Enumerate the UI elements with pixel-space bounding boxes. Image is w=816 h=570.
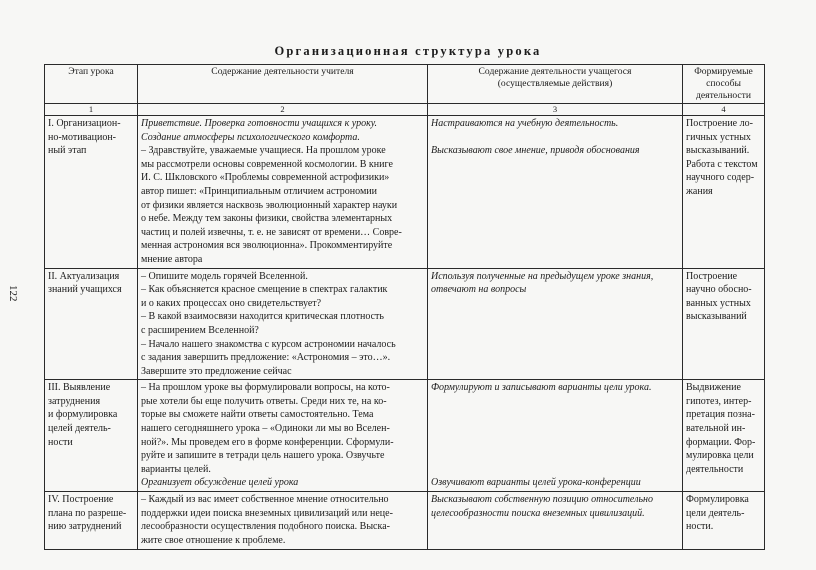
skills-line: Формулировка xyxy=(686,494,749,506)
skills-line: жания xyxy=(686,185,713,197)
student-line: Формулируют и записывают варианты цели урока. xyxy=(431,382,652,394)
teacher-line: ной?». Мы проведем его в форме конференции. Сформули- xyxy=(141,436,394,448)
skills-line: Выдвижение xyxy=(686,382,741,394)
teacher-line: о небе. Между тем законы физики, свойства элементарных xyxy=(141,213,393,225)
student-cell xyxy=(428,380,683,492)
skills-line: гичных устных xyxy=(686,131,751,143)
skills-line: научно обосно- xyxy=(686,284,752,296)
skills-line: гипотез, интер- xyxy=(686,395,752,407)
stage-line: I. Организацион- xyxy=(48,118,121,129)
teacher-line: – Каждый из вас имеет собственное мнение относительно xyxy=(141,494,389,506)
stage-line: нию затруднений xyxy=(48,521,122,533)
student-line xyxy=(431,131,679,145)
teacher-line: с расширением Вселенной? xyxy=(141,324,259,336)
table-row xyxy=(45,268,765,380)
page-title: Организационная структура урока xyxy=(274,44,542,58)
student-cell xyxy=(428,268,683,380)
student-line: Высказывают собственную позицию относительно xyxy=(431,494,653,506)
stage-line: II. Актуализация xyxy=(48,270,120,282)
skills-cell xyxy=(683,380,765,492)
skills-line: Работа с текстом xyxy=(686,158,758,170)
stage-line: ности xyxy=(48,436,73,448)
teacher-line: варианты целей. xyxy=(141,463,211,475)
column-number: 3 xyxy=(428,104,683,116)
teacher-line: – Здравствуйте, уважаемые учащиеся. На прошлом уроке xyxy=(141,145,386,157)
skills-line: научного содер- xyxy=(686,172,755,184)
student-cell xyxy=(428,116,683,269)
skills-line: ности. xyxy=(686,521,714,533)
skills-line: ванных устных xyxy=(686,297,751,309)
teacher-line: Завершите это предложение сейчас xyxy=(141,365,292,377)
skills-line: цели деятель- xyxy=(686,507,745,519)
stage-line: и формулировка xyxy=(48,409,118,421)
header-skills-line: деятельности xyxy=(696,90,751,101)
header-student-line: Содержание деятельности учащегося xyxy=(478,66,632,77)
stage-line: знаний учащихся xyxy=(48,284,122,296)
teacher-line: торые вы сможете найти ответы самостоятельно. Тема xyxy=(141,409,374,421)
teacher-cell xyxy=(138,268,428,380)
teacher-line: И. С. Шкловского «Проблемы современной астрофизики» xyxy=(141,172,390,184)
skills-line: мулировка цели xyxy=(686,450,754,462)
teacher-line: рые хотели бы еще получить ответы. Среди них те, на ко- xyxy=(141,395,387,407)
teacher-line: жите свое отношение к проблеме. xyxy=(141,534,286,546)
student-cell xyxy=(428,492,683,550)
teacher-line: менная астрономия вся эволюционна». Прокомментируйте xyxy=(141,240,393,252)
stage-line: IV. Построение xyxy=(48,494,114,506)
student-line: Настраиваются на учебную деятельность. xyxy=(431,118,619,129)
header-skills xyxy=(683,65,765,104)
stage-line: затруднения xyxy=(48,395,101,407)
table-row xyxy=(45,492,765,550)
column-number: 2 xyxy=(138,104,428,116)
stage-line: плана по разреше- xyxy=(48,507,127,519)
column-number: 4 xyxy=(683,104,765,116)
header-skills-line: способы xyxy=(706,78,741,89)
teacher-line: лесообразности осуществления подобного поиска. Выска- xyxy=(141,521,390,533)
skills-line: высказываний. xyxy=(686,145,750,157)
teacher-line: мы рассмотрели основы современной космологии. В книге xyxy=(141,158,393,170)
skills-line: высказываний xyxy=(686,311,747,323)
teacher-line: – В какой взаимосвязи находится критическая плотность xyxy=(141,311,384,323)
table-row xyxy=(45,380,765,492)
stage-cell xyxy=(45,116,138,269)
teacher-line: руйте и запишите в тетради цель нашего урока. Озвучьте xyxy=(141,450,385,462)
column-number-row xyxy=(45,104,765,116)
teacher-italic-line: Создание атмосферы психологического комфорта. xyxy=(141,131,360,143)
teacher-italic-line: Приветствие. Проверка готовности учащихся к уроку. xyxy=(141,118,378,129)
lesson-structure-table xyxy=(44,64,765,550)
header-student-line: (осуществляемые действия) xyxy=(497,78,613,89)
stage-line: ный этап xyxy=(48,145,87,157)
student-line: Высказывают свое мнение, приводя обоснования xyxy=(431,145,640,157)
stage-line: целей деятель- xyxy=(48,423,111,435)
teacher-line: – Начало нашего знакомства с курсом астрономии началось xyxy=(141,338,396,350)
student-line: Используя полученные на предыдущем уроке знания, xyxy=(431,270,654,282)
stage-cell xyxy=(45,268,138,380)
teacher-line: поддержки идеи поиска внеземных цивилизаций или неце- xyxy=(141,507,393,519)
teacher-line: нашего сегодняшнего урока – «Одиноки ли мы во Вселен- xyxy=(141,423,390,435)
skills-line: вательной ин- xyxy=(686,423,746,435)
stage-line: но-мотивацион- xyxy=(48,131,117,143)
teacher-cell xyxy=(138,380,428,492)
skills-cell xyxy=(683,492,765,550)
teacher-line: частиц и полей извечны, т. е. не зависят от времени… Совре- xyxy=(141,226,402,238)
skills-line: претация позна- xyxy=(686,409,755,421)
skills-cell xyxy=(683,116,765,269)
teacher-line: – На прошлом уроке вы формулировали вопросы, на кото- xyxy=(141,382,390,394)
table-row xyxy=(45,116,765,269)
skills-line: Построение ло- xyxy=(686,118,753,129)
column-number: 1 xyxy=(45,104,138,116)
stage-cell xyxy=(45,492,138,550)
teacher-line: – Как объясняется красное смещение в спектрах галактик xyxy=(141,284,388,296)
stage-line: III. Выявление xyxy=(48,382,111,394)
header-teacher: Содержание деятельности учителя xyxy=(138,65,428,104)
skills-line: Построение xyxy=(686,270,738,282)
teacher-italic-line: Организует обсуждение целей урока xyxy=(141,477,299,489)
teacher-line: – Опишите модель горячей Вселенной. xyxy=(141,270,308,282)
teacher-line: от физики является насквозь эволюционный характер науки xyxy=(141,199,398,211)
student-line: отвечают на вопросы xyxy=(431,284,527,296)
header-student xyxy=(428,65,683,104)
skills-cell xyxy=(683,268,765,380)
page-number: 122 xyxy=(7,285,19,302)
teacher-line: с задания завершить предложение: «Астрономия – это…». xyxy=(141,352,391,364)
teacher-line: и о каких процессах оно свидетельствует? xyxy=(141,297,322,309)
student-line: целесообразности поиска внеземных цивилизаций. xyxy=(431,507,645,519)
skills-line: деятельности xyxy=(686,463,744,475)
stage-cell xyxy=(45,380,138,492)
teacher-cell xyxy=(138,492,428,550)
header-stage: Этап урока xyxy=(45,65,138,104)
teacher-line: мнение автора xyxy=(141,253,203,265)
teacher-line: автор пишет: «Принципиальным отличием астрономии xyxy=(141,185,377,197)
table-header-row xyxy=(45,65,765,104)
student-line: Озвучивают варианты целей урока-конференции xyxy=(431,477,641,489)
teacher-cell xyxy=(138,116,428,269)
header-skills-line: Формируемые xyxy=(694,66,753,77)
skills-line: формации. Фор- xyxy=(686,436,756,448)
